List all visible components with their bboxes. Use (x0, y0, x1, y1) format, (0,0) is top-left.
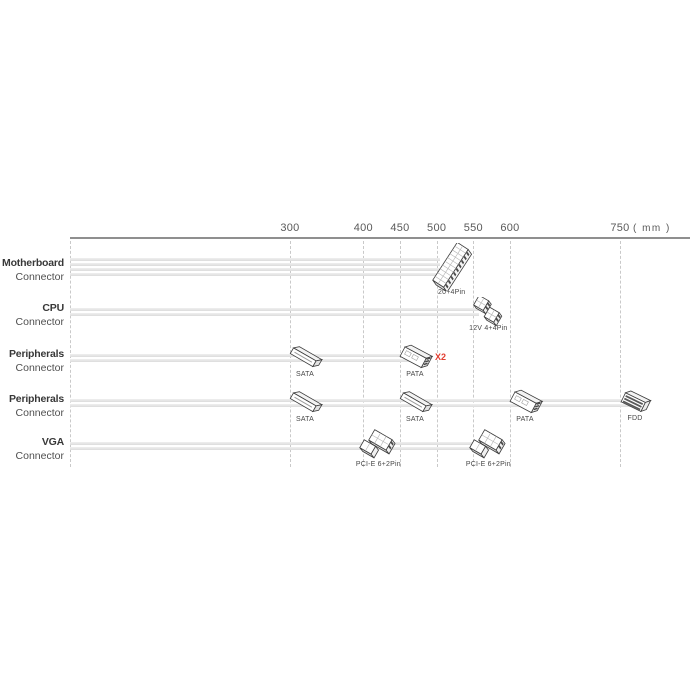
connector-label: PCI-E 6+2Pin (465, 461, 511, 468)
row-title: Motherboard (2, 257, 64, 269)
row-subtitle: Connector (15, 362, 64, 374)
row-title: CPU (42, 302, 64, 314)
axis-gridline (510, 241, 511, 467)
row-label (0, 392, 64, 420)
cable-band (70, 442, 490, 445)
connector-label: SATA (295, 416, 315, 423)
cable (70, 442, 490, 450)
axis-tick-label: 750 (610, 222, 630, 234)
quantity-note: X2 (434, 352, 446, 362)
connector-label: 12V 4+4Pin (469, 325, 508, 332)
cable (70, 308, 479, 316)
cable-band (70, 447, 490, 450)
pcie-6-plus-2pin-connector-icon (358, 429, 398, 463)
connector-label: SATA (405, 416, 425, 423)
row-subtitle: Connector (15, 316, 64, 328)
cable-band (70, 268, 440, 271)
cable (70, 399, 635, 407)
cable-band (70, 313, 479, 316)
row-title: Peripherals (9, 393, 64, 405)
cable-band (70, 399, 635, 402)
row-label (0, 435, 64, 463)
connector-label: SATA (295, 371, 315, 378)
row-label (0, 347, 64, 375)
cable-band (70, 308, 479, 311)
cable (70, 354, 411, 362)
row-title: VGA (41, 436, 64, 448)
axis-tick-label: 600 (500, 222, 520, 234)
pata-connector-icon (505, 388, 545, 418)
row-subtitle: Connector (15, 407, 64, 419)
cable (70, 258, 440, 276)
row-label (0, 301, 64, 329)
atx-20-plus-4pin-connector-icon (428, 243, 476, 291)
connector-label: 20+4Pin (438, 289, 466, 296)
row-title: Peripherals (9, 348, 64, 360)
axis-unit-label: ( mm ) (632, 223, 671, 234)
cable-band (70, 404, 635, 407)
pcie-6-plus-2pin-connector-icon (468, 429, 508, 463)
cable-band (70, 263, 440, 266)
connector-label: PATA (516, 416, 534, 423)
sata-connector-icon (286, 388, 324, 418)
connector-label: PATA (406, 371, 424, 378)
row-subtitle: Connector (15, 271, 64, 283)
fdd-connector-icon (617, 389, 653, 417)
row-label (0, 256, 64, 284)
cable-band (70, 354, 411, 357)
axis-gridline (620, 241, 621, 467)
cable-band (70, 258, 440, 261)
cable-band (70, 273, 440, 276)
sata-connector-icon (396, 388, 434, 418)
length-axis-line (70, 237, 690, 239)
12v-4-plus-4pin-connector-icon (466, 297, 510, 327)
connector-label: FDD (627, 415, 643, 422)
axis-tick-label: 450 (390, 222, 410, 234)
cable-band (70, 359, 411, 362)
connector-label: PCI-E 6+2Pin (355, 461, 401, 468)
pata-connector-icon (395, 343, 435, 373)
sata-connector-icon (286, 343, 324, 373)
row-subtitle: Connector (15, 450, 64, 462)
axis-tick-label: 400 (353, 222, 373, 234)
axis-tick-label: 550 (463, 222, 483, 234)
axis-tick-label: 500 (427, 222, 447, 234)
axis-tick-label: 300 (280, 222, 300, 234)
